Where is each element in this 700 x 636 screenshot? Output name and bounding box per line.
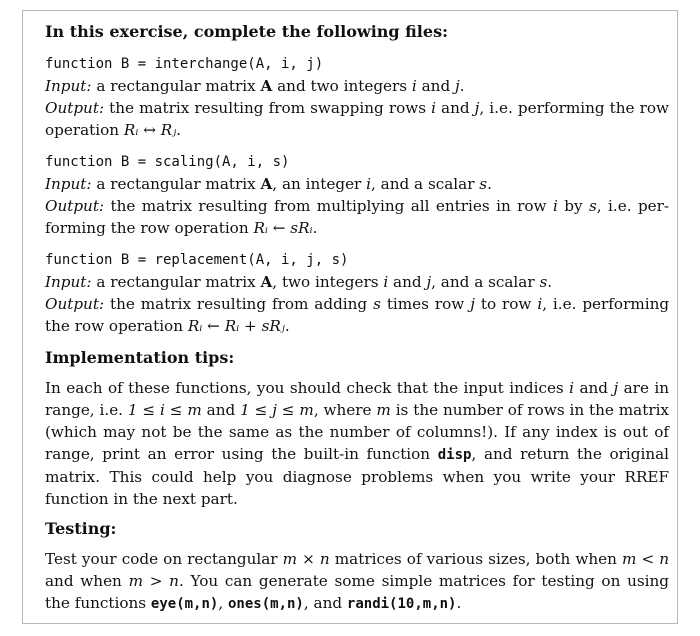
tips-paragraph: In each of these functions, you should check that the input indices i and j are in range, i.e. 1 ≤ i ≤ m and 1 ≤ j ≤ m, where m is the number of rows in the matrix (which may not be the same as the number of columns!). If any index is out of range, print an error using the built-in function disp, and return the original matrix. This could help you diagnose problems when you write your RREF function in the next part. (45, 379, 670, 508)
function-input: Input: a rectangular matrix A, an integer i, and a scalar s. (45, 175, 492, 193)
function-input: Input: a rectangular matrix A, two integers i and j, and a scalar s. (45, 273, 553, 291)
function-scaling (45, 151, 669, 239)
tips-heading: Implementation tips: (45, 348, 235, 367)
exercise-box (22, 10, 678, 624)
function-replacement (45, 249, 669, 337)
exercise-title: In this exercise, complete the following files: (45, 22, 448, 41)
function-interchange (45, 53, 669, 141)
function-signature: function B = replacement(A, i, j, s) (45, 252, 349, 268)
function-signature: function B = scaling(A, i, s) (45, 154, 290, 170)
testing-paragraph: Test your code on rectangular m × n matrices of various sizes, both when m < n and when m > n. You can generate some simple matrices for testing on using the functions eye(m,n), ones(m,n), and randi(10,m,n). (45, 550, 670, 612)
function-output: Output: the matrix resulting from swapping rows i and j, i.e. performing the row operation Rᵢ ↔ Rⱼ. (45, 99, 670, 139)
function-signature: function B = interchange(A, i, j) (45, 56, 324, 72)
function-input: Input: a rectangular matrix A and two integers i and j. (45, 77, 465, 95)
function-output: Output: the matrix resulting from adding s times row j to row i, i.e. performing the row operation Rᵢ ← Rᵢ + sRⱼ. (45, 295, 670, 335)
function-output: Output: the matrix resulting from multiplying all entries in row i by s, i.e. per-forming the row operation Rᵢ ← sRᵢ. (45, 197, 670, 237)
testing-heading: Testing: (45, 519, 117, 538)
